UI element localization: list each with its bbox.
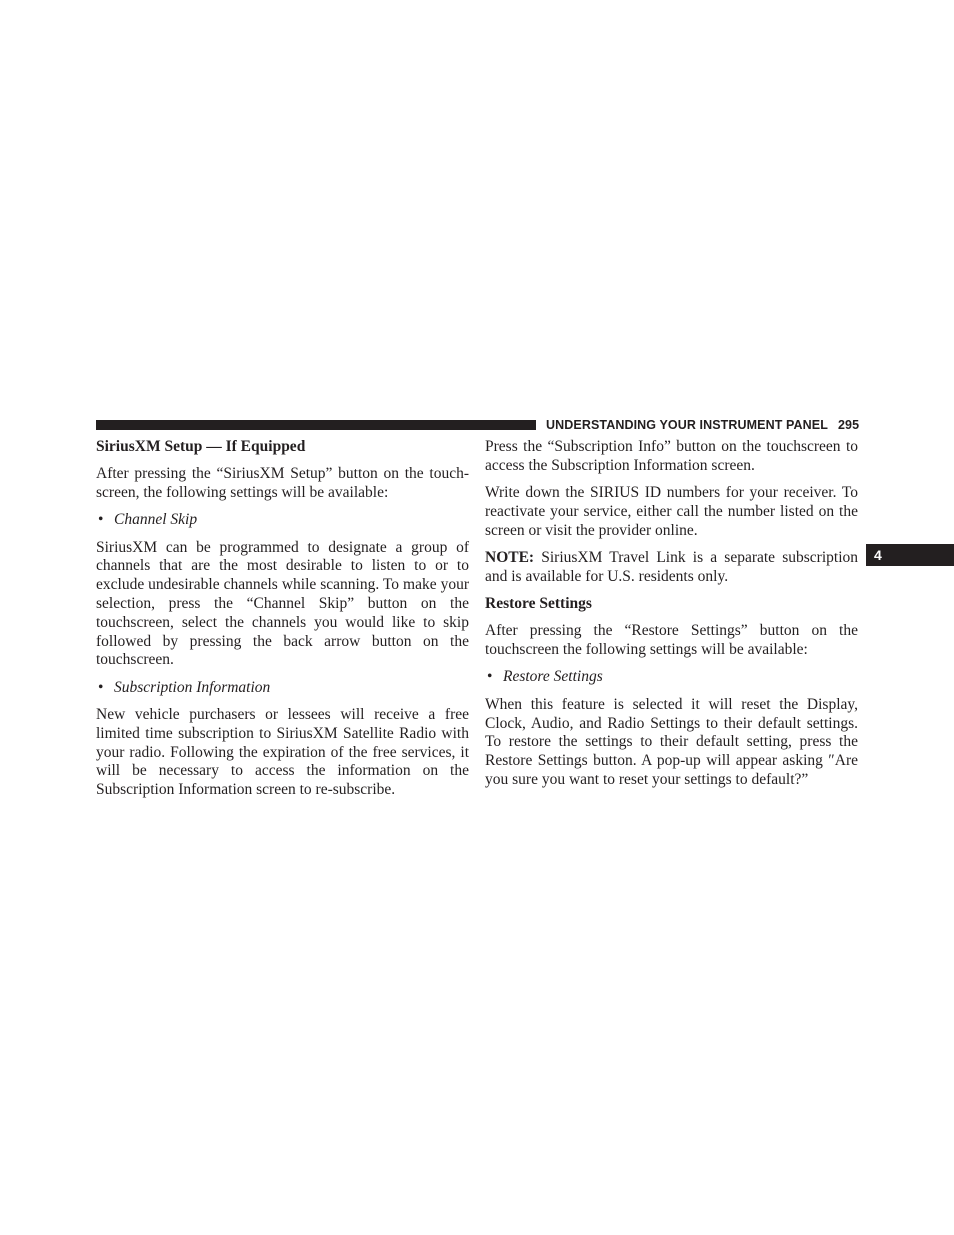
- restore-intro-paragraph: After pressing the “Restore Settings” button on the touchscreen the following settings will be available:: [485, 622, 858, 659]
- bullet-label: Subscription Information: [114, 678, 271, 696]
- page-number: 295: [837, 418, 860, 432]
- bullet-icon: •: [98, 511, 104, 529]
- restore-settings-heading: Restore Settings: [485, 595, 592, 613]
- header-rule: [96, 420, 536, 430]
- chapter-number: 4: [874, 547, 882, 563]
- note-paragraph: [485, 549, 858, 587]
- siriusxm-setup-heading: SiriusXM Setup — If Equipped: [96, 438, 306, 455]
- note-text: SiriusXM Travel Link is a separate subscription and is available for U.S. residents only.: [485, 548, 858, 585]
- running-header: [546, 418, 859, 432]
- bullet-icon: •: [98, 678, 104, 696]
- bullet-icon: •: [487, 668, 493, 686]
- bullet-label: Restore Settings: [503, 668, 603, 686]
- chapter-tab: [866, 544, 954, 566]
- subscription-paragraph: New vehicle purchasers or lessees will receive a free limited time subscription to SiriusXM Satellite Radio with your radio. Following the expiration of the free services, it will be necessary to access the information on the Subscription Information screen to re-subscribe.: [96, 706, 469, 799]
- restore-settings-bullet: [485, 668, 858, 687]
- right-column: [485, 438, 858, 798]
- channel-skip-paragraph: SiriusXM can be programmed to designate a group of channels that are the most desirable to listen to or to exclude undesirable channels while scanning. To make your selection, press the “Channel Skip” button on the touchscreen, select the channels you would like to skip followed by pressing the back arrow button on the touchscreen.: [96, 538, 469, 669]
- restore-paragraph: When this feature is selected it will reset the Display, Clock, Audio, and Radio Settings to their default settings. To restore the settings to their default setting, press the Restore Settings button. A pop-up will appear asking ″Are you sure you want to reset your settings to default?”: [485, 695, 858, 788]
- channel-skip-bullet: [96, 511, 469, 530]
- subscription-info-bullet: [96, 679, 469, 698]
- note-label: NOTE:: [485, 548, 535, 566]
- setup-intro-paragraph: After pressing the “SiriusXM Setup” button on the touch-screen, the following settings will be available:: [96, 465, 469, 502]
- bullet-label: Channel Skip: [114, 511, 198, 529]
- sirius-id-paragraph: Write down the SIRIUS ID numbers for your receiver. To reactivate your service, either call the number listed on the screen or visit the provider online.: [485, 484, 858, 539]
- subscription-info-paragraph: Press the “Subscription Info” button on the touchscreen to access the Subscription Information screen.: [485, 438, 858, 474]
- left-column: [96, 438, 469, 809]
- section-title: UNDERSTANDING YOUR INSTRUMENT PANEL: [546, 418, 828, 432]
